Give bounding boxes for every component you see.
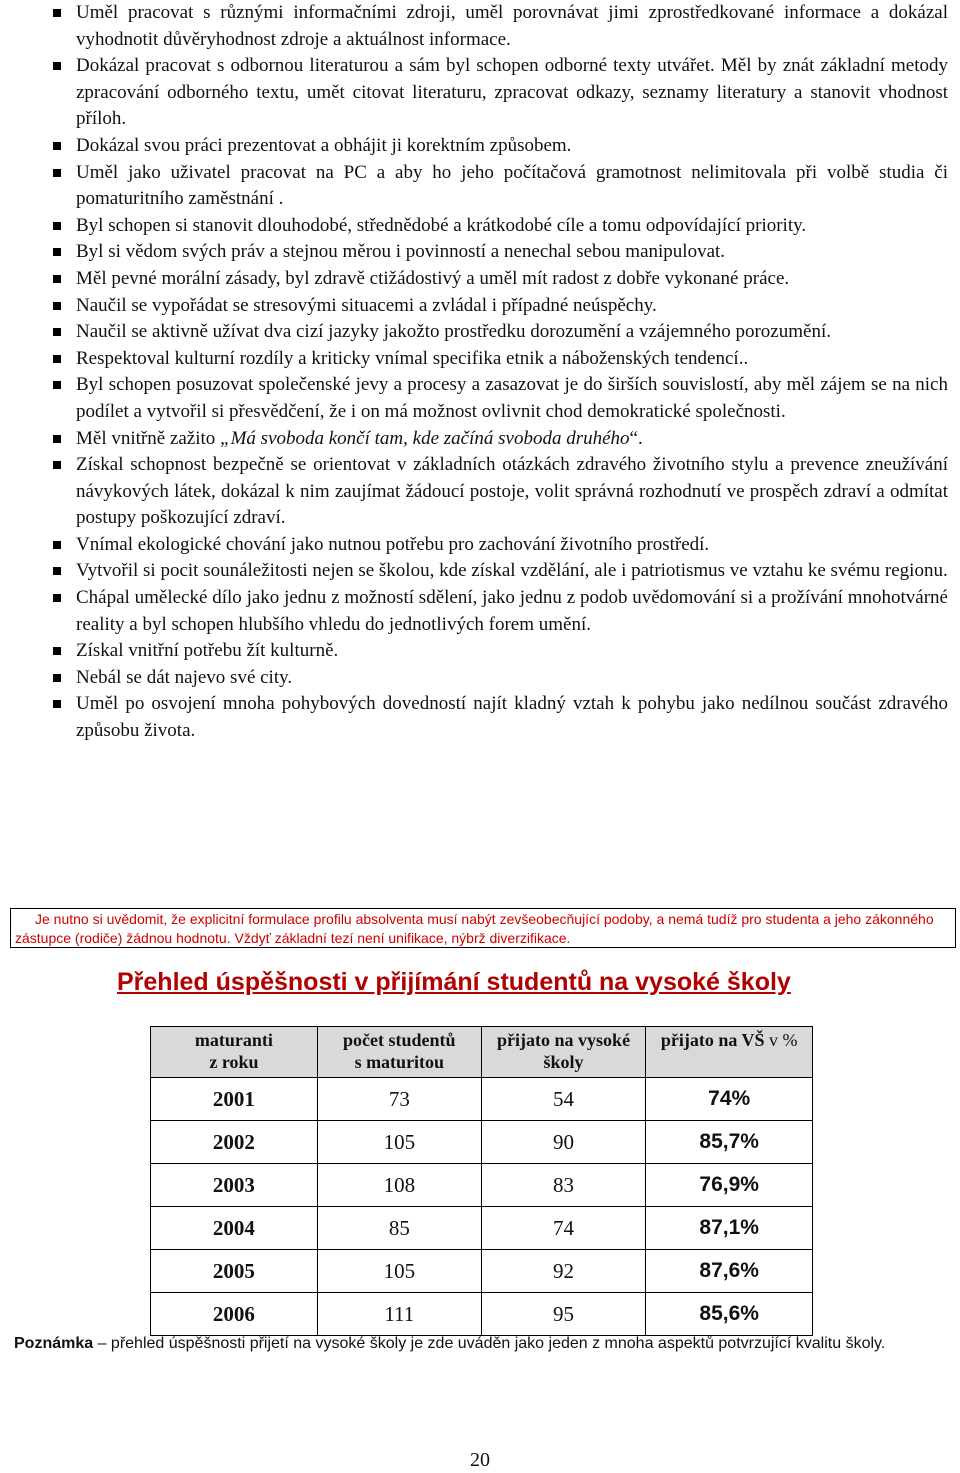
square-bullet-icon xyxy=(53,541,61,549)
cell-percent: 87,6% xyxy=(646,1250,813,1293)
table-row xyxy=(151,1250,813,1293)
square-bullet-icon xyxy=(53,381,61,389)
list-item: Chápal umělecké dílo jako jednu z možností sdělení, jako jednu z podob uvědomování si a prožívání mnohotvárné reality a byl schopen hlubšího vhledu do jednotlivých forem umění. xyxy=(0,585,960,638)
cell-graduates: 108 xyxy=(317,1164,481,1207)
list-item: Respektoval kulturní rozdíly a kriticky vnímal specifika etnik a náboženských tendencí.. xyxy=(0,346,960,373)
list-item: Naučil se aktivně užívat dva cizí jazyky jakožto prostředku dorozumění a vzájemného porozumění. xyxy=(0,319,960,346)
square-bullet-icon xyxy=(53,9,61,17)
cell-admitted: 90 xyxy=(481,1121,646,1164)
cell-graduates: 73 xyxy=(317,1078,481,1121)
cell-admitted: 92 xyxy=(481,1250,646,1293)
list-item: Uměl jako uživatel pracovat na PC a aby ho jeho počítačová gramotnost nelimitovala při volbě studia či pomaturitního zaměstnání . xyxy=(0,160,960,213)
square-bullet-icon xyxy=(53,435,61,443)
cell-admitted: 54 xyxy=(481,1078,646,1121)
square-bullet-icon xyxy=(53,275,61,283)
square-bullet-icon xyxy=(53,700,61,708)
column-header-percent: přijato na VŠ v % xyxy=(646,1027,813,1078)
cell-graduates: 105 xyxy=(317,1121,481,1164)
list-item: Uměl po osvojení mnoha pohybových dovedností najít kladný vztah k pohybu jako nedílnou součást zdravého způsobu života. xyxy=(0,691,960,744)
list-item: Dokázal svou práci prezentovat a obhájit ji korektním způsobem. xyxy=(0,133,960,160)
list-item: Měl pevné morální zásady, byl zdravě ctižádostivý a uměl mít radost z dobře vykonané práce. xyxy=(0,266,960,293)
list-item: Naučil se vypořádat se stresovými situacemi a zvládal i případné neúspěchy. xyxy=(0,293,960,320)
table-row xyxy=(151,1293,813,1336)
list-item: Vytvořil si pocit sounáležitosti nejen se školou, kde získal vzdělání, ale i patriotismus ve vztahu ke svému regionu. xyxy=(0,558,960,585)
list-item: Získal vnitřní potřebu žít kulturně. xyxy=(0,638,960,665)
square-bullet-icon xyxy=(53,567,61,575)
square-bullet-icon xyxy=(53,328,61,336)
table-header-row xyxy=(151,1027,813,1078)
cell-admitted: 95 xyxy=(481,1293,646,1336)
table-row xyxy=(151,1078,813,1121)
square-bullet-icon xyxy=(53,169,61,177)
note-text: – přehled úspěšnosti přijetí na vysoké školy je zde uváděn jako jeden z mnoha aspektů potvrzující kvalitu školy. xyxy=(93,1335,886,1352)
list-item: Získal schopnost bezpečně se orientovat v základních otázkách zdravého životního stylu a prevence zneužívání návykových látek, dokázal k nim zaujímat žádoucí postoje, volit správná rozhodnutí ve prospěch zdraví a odmítat postupy poškozující zdraví. xyxy=(0,452,960,532)
cell-year: 2004 xyxy=(151,1207,318,1250)
cell-graduates: 85 xyxy=(317,1207,481,1250)
table-row xyxy=(151,1164,813,1207)
cell-percent: 74% xyxy=(646,1078,813,1121)
disclaimer-text: Je nutno si uvědomit, že explicitní formulace profilu absolventa musí nabýt zevšeobecňující podoby, a nemá tudíž pro studenta a jeho zákonného zástupce (rodiče) žádnou hodnotu. Vždyť základní tezí není unifikace, nýbrž diverzifikace. xyxy=(15,911,934,946)
square-bullet-icon xyxy=(53,142,61,150)
square-bullet-icon xyxy=(53,62,61,70)
admission-stats-table xyxy=(150,1026,813,1336)
square-bullet-icon xyxy=(53,222,61,230)
cell-admitted: 83 xyxy=(481,1164,646,1207)
cell-graduates: 111 xyxy=(317,1293,481,1336)
note-label: Poznámka xyxy=(14,1335,94,1352)
quote-text: „Má svoboda končí tam, kde začíná svoboda druhého xyxy=(220,427,630,449)
list-item: Byl schopen posuzovat společenské jevy a procesy a zasazovat je do širších souvislostí, aby měl zájem se na nich podílet a vytvořil si přesvědčení, že i on má možnost ovlivnit chod demokratické společnosti. xyxy=(0,372,960,425)
column-header-year: maturanti z roku xyxy=(151,1027,318,1078)
quote-list-item: Měl vnitřně zažito „Má svoboda končí tam, kde začíná svoboda druhého“. xyxy=(0,426,960,453)
page-number: 20 xyxy=(470,1449,490,1471)
list-item: Dokázal pracovat s odbornou literaturou a sám byl schopen odborné texty utvářet. Měl by znát základní metody zpracování odborného textu, umět citovat literaturu, zpracovat odkazy, seznamy literatury a stanovit vhodnost příloh. xyxy=(0,53,960,133)
cell-percent: 76,9% xyxy=(646,1164,813,1207)
column-header-admitted: přijato na vysoké školy xyxy=(481,1027,646,1078)
list-item: Byl si vědom svých práv a stejnou měrou i povinností a nenechal sebou manipulovat. xyxy=(0,239,960,266)
table-row xyxy=(151,1121,813,1164)
column-header-graduates: počet studentů s maturitou xyxy=(317,1027,481,1078)
table-row xyxy=(151,1207,813,1250)
list-item: Vnímal ekologické chování jako nutnou potřebu pro zachování životního prostředí. xyxy=(0,532,960,559)
square-bullet-icon xyxy=(53,594,61,602)
cell-percent: 85,6% xyxy=(646,1293,813,1336)
cell-graduates: 105 xyxy=(317,1250,481,1293)
list-item: Byl schopen si stanovit dlouhodobé, střednědobé a krátkodobé cíle a tomu odpovídající priority. xyxy=(0,213,960,240)
square-bullet-icon xyxy=(53,647,61,655)
cell-year: 2002 xyxy=(151,1121,318,1164)
cell-year: 2003 xyxy=(151,1164,318,1207)
square-bullet-icon xyxy=(53,248,61,256)
table-note xyxy=(14,1331,948,1356)
section-heading: Přehled úspěšnosti v přijímání studentů na vysoké školy xyxy=(117,968,791,996)
square-bullet-icon xyxy=(53,355,61,363)
cell-year: 2006 xyxy=(151,1293,318,1336)
list-item: Uměl pracovat s různými informačními zdroji, uměl porovnávat jimi zprostředkované informace a dokázal vyhodnotit důvěryhodnost zdroje a aktuálnost informace. xyxy=(0,0,960,53)
cell-admitted: 74 xyxy=(481,1207,646,1250)
disclaimer-box xyxy=(10,908,956,948)
list-item: Nebál se dát najevo své city. xyxy=(0,665,960,692)
square-bullet-icon xyxy=(53,302,61,310)
cell-percent: 87,1% xyxy=(646,1207,813,1250)
cell-percent: 85,7% xyxy=(646,1121,813,1164)
square-bullet-icon xyxy=(53,674,61,682)
cell-year: 2005 xyxy=(151,1250,318,1293)
square-bullet-icon xyxy=(53,461,61,469)
cell-year: 2001 xyxy=(151,1078,318,1121)
